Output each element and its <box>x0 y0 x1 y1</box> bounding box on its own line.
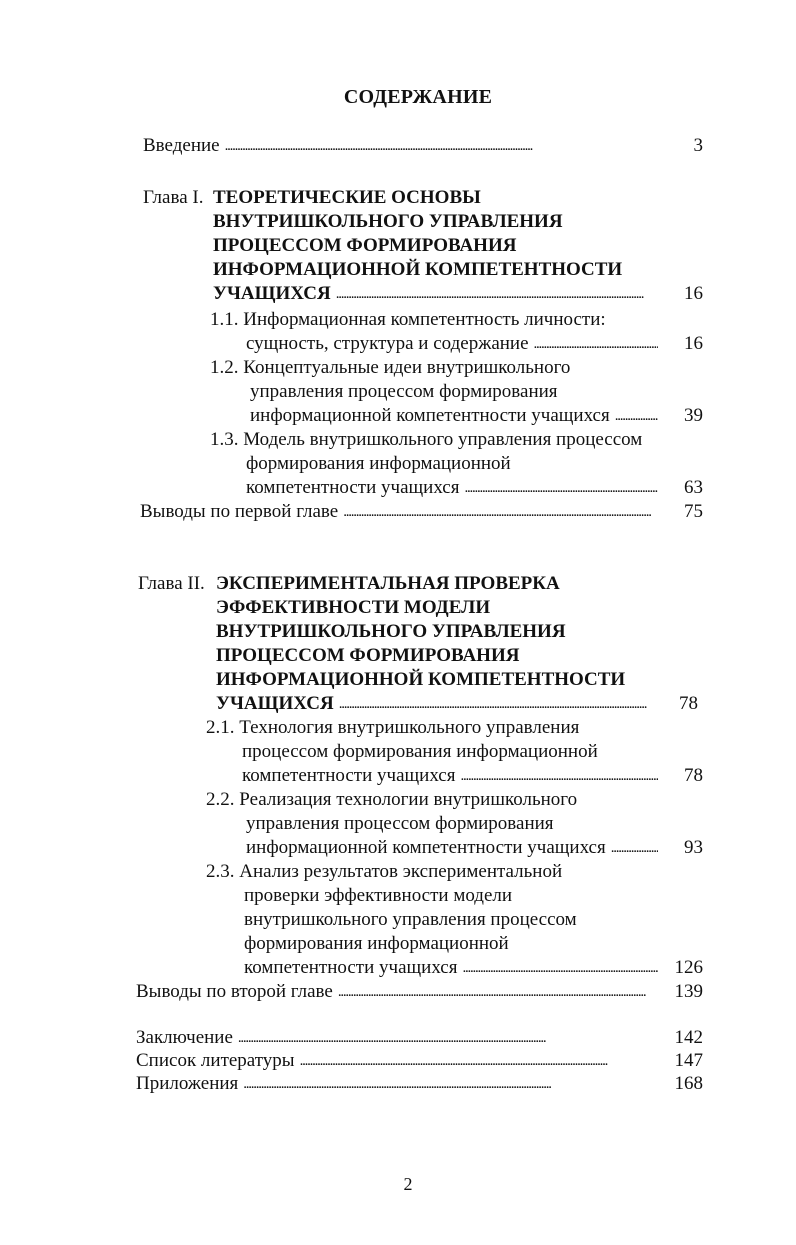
toc-page-number: 16 <box>684 333 703 354</box>
section-number: 1.2. <box>210 357 239 378</box>
chapter-prefix: Глава II. <box>138 573 205 594</box>
toc-page-number: 93 <box>684 837 703 858</box>
dot-leader <box>464 475 658 500</box>
chapter-prefix: Глава I. <box>143 187 204 208</box>
section-title-line: внутришкольного управления процессом <box>244 909 577 930</box>
toc-page-number: 75 <box>684 501 703 522</box>
section-title-line: Информационная компетентность личности: <box>243 309 606 330</box>
dot-leader <box>534 331 658 356</box>
toc-section-2-2[interactable] <box>206 788 703 860</box>
page-number: 2 <box>403 1174 413 1194</box>
section-title-line: Реализация технологии внутришкольного <box>239 789 578 810</box>
chapter-title-line: УЧАЩИХСЯ <box>213 283 331 304</box>
section-number: 1.1. <box>210 309 239 330</box>
toc-page-number: 142 <box>674 1027 703 1048</box>
toc-page-number: 39 <box>684 405 703 426</box>
toc-entry-back-matter-conclusion[interactable] <box>136 1026 703 1050</box>
section-title-line: проверки эффективности модели <box>244 885 513 906</box>
chapter-title-line: ИНФОРМАЦИОННОЙ КОМПЕТЕНТНОСТИ <box>216 669 626 690</box>
section-title-line: формирования информационной <box>246 453 511 474</box>
toc-page-number: 139 <box>674 981 703 1002</box>
toc-label: Выводы по второй главе <box>136 981 333 1002</box>
toc-page-number: 3 <box>693 135 703 156</box>
section-number: 2.3. <box>206 861 235 882</box>
dot-leader <box>462 955 658 980</box>
section-number: 1.3. <box>210 429 239 450</box>
toc-label: Приложения <box>136 1073 239 1094</box>
toc-entry-conclusion-2[interactable] <box>136 980 703 1004</box>
toc-section-1-3[interactable] <box>210 428 703 500</box>
toc-page-number: 63 <box>684 477 703 498</box>
dot-leader <box>615 403 658 428</box>
section-title-line: Концептуальные идеи внутришкольного <box>243 357 571 378</box>
section-title-line: сущность, структура и содержание <box>246 333 529 354</box>
section-title-line: Анализ результатов экспериментальной <box>239 861 563 882</box>
section-number: 2.2. <box>206 789 235 810</box>
dot-leader <box>338 979 654 1004</box>
section-title-line: компетентности учащихся <box>246 477 460 498</box>
toc-label: Выводы по первой главе <box>140 501 339 522</box>
page-title: СОДЕРЖАНИЕ <box>343 86 493 108</box>
section-title-line: Модель внутришкольного управления процессом <box>243 429 643 450</box>
dot-leader <box>611 835 658 860</box>
section-title-line: информационной компетентности учащихся <box>250 405 610 426</box>
chapter-title-line: ИНФОРМАЦИОННОЙ КОМПЕТЕНТНОСТИ <box>213 259 623 280</box>
section-title-line: управления процессом формирования <box>246 813 554 834</box>
toc-entry-conclusion-1[interactable] <box>140 500 703 524</box>
dot-leader <box>336 281 654 306</box>
dot-leader <box>460 763 658 788</box>
section-title-line: информационной компетентности учащихся <box>246 837 606 858</box>
section-number: 2.1. <box>206 717 235 738</box>
chapter-title-line: ТЕОРЕТИЧЕСКИЕ ОСНОВЫ <box>213 187 481 208</box>
dot-leader <box>339 691 651 716</box>
toc-section-1-2[interactable] <box>210 356 703 428</box>
section-title-line: Технология внутришкольного управления <box>239 717 580 738</box>
toc-label: Введение <box>143 135 220 156</box>
toc-section-1-1[interactable] <box>210 308 703 356</box>
section-title-line: компетентности учащихся <box>242 765 456 786</box>
chapter-title-line: ЭФФЕКТИВНОСТИ МОДЕЛИ <box>216 597 491 618</box>
toc-entry-appendices[interactable] <box>136 1072 703 1096</box>
toc-label: Заключение <box>136 1027 233 1048</box>
chapter-title-line: ВНУТРИШКОЛЬНОГО УПРАВЛЕНИЯ <box>213 211 563 232</box>
toc-entry-bibliography[interactable] <box>136 1049 703 1073</box>
section-title-line: компетентности учащихся <box>244 957 458 978</box>
toc-page-number: 126 <box>674 957 703 978</box>
section-title-line: процессом формирования информационной <box>242 741 598 762</box>
toc-page-number: 16 <box>684 283 703 304</box>
toc-page-number: 78 <box>684 765 703 786</box>
chapter-title-line: ВНУТРИШКОЛЬНОГО УПРАВЛЕНИЯ <box>216 621 566 642</box>
chapter-title-line: ЭКСПЕРИМЕНТАЛЬНАЯ ПРОВЕРКА <box>216 573 560 594</box>
dot-leader <box>343 499 654 524</box>
toc-page-number: 168 <box>674 1073 703 1094</box>
dot-leader <box>238 1025 654 1050</box>
dot-leader <box>225 133 654 158</box>
dot-leader <box>300 1048 654 1073</box>
section-title-line: управления процессом формирования <box>250 381 558 402</box>
section-title-line: формирования информационной <box>244 933 509 954</box>
chapter-title-line: ПРОЦЕССОМ ФОРМИРОВАНИЯ <box>213 235 517 256</box>
toc-section-2-1[interactable] <box>206 716 703 788</box>
toc-page-number: 78 <box>679 693 698 714</box>
chapter-title-line: ПРОЦЕССОМ ФОРМИРОВАНИЯ <box>216 645 520 666</box>
toc-entry-intro[interactable] <box>143 134 703 158</box>
chapter-title-line: УЧАЩИХСЯ <box>216 693 334 714</box>
toc-section-2-3[interactable] <box>206 860 703 980</box>
dot-leader <box>243 1071 654 1096</box>
toc-label: Список литературы <box>136 1050 295 1071</box>
toc-page-number: 147 <box>674 1050 703 1071</box>
